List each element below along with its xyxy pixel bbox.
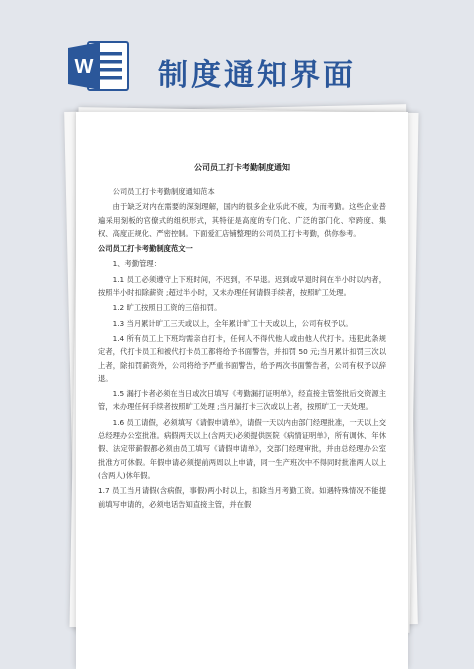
paragraph: 1.1 员工必须遵守上下班时间，不迟到，不早退。迟到或早退时间在半小时以内者，按照半小时扣除薪资 ;超过半小时，又未办理任何请假手续者，按照旷工处理。 xyxy=(98,274,386,298)
paragraph: 公司员工打卡考勤制度通知范本 xyxy=(112,187,215,196)
logo-letter: W xyxy=(74,56,94,78)
paragraph: 1、考勤管理： xyxy=(112,259,162,269)
page-title: 制度通知界面 xyxy=(158,58,356,93)
paragraph: 1.5 漏打卡者必须在当日或次日填写《考勤漏打证明单》，经直接主管签批后交资源主管，未办理任何手续者按照旷工处理 ;当月漏打卡三次或以上者，按照旷工一天处理。 xyxy=(98,389,386,412)
paragraph: 由于缺乏对内在需要的深刻理解，国内的很多企业乐此不疲，为而考勤。这些企业普遍采用刻板的官僚式的组织形式，其特征是高度的专门化、广泛的部门化、窄跨度、集权、高度正规化、严密控制。下面爱汇店铺整理的公司员工打卡考勤，供你参考。 xyxy=(98,202,386,238)
paragraph: 1.3 当月累计旷工三天或以上，全年累计旷工十天或以上，公司有权予以。 xyxy=(112,318,353,328)
document-title: 公司员工打卡考勤制度通知 xyxy=(194,163,290,172)
paragraph: 1.4 所有员工上下班均需亲自打卡，任何人不得代他人或由他人代打卡。违犯此条规定者，代打卡员工和被代打卡员工都将给予书面警告，并扣罚 50 元;当月累计扣罚三次以上者，除扣罚薪资外，公司将给予严重书面警告，给予两次书面警告者，公司有权予以辞退。 xyxy=(98,333,386,383)
paragraph: 1.2 旷工按照日工资的三倍扣罚。 xyxy=(112,303,222,313)
paragraph: 1.7 员工当月请假(含病假，事假)两小时以上，扣除当月考勤工资。如遇特殊情况不能提前填写申请的，必须电话告知直接主管，并在假 xyxy=(98,486,386,509)
paragraph: 1.6 员工请假，必须填写《请假申请单》，请假一天以内由部门经理批准，一天以上交总经理办公室批准。病假两天以上(含两天)必须提供医院《病情证明单》，所有调休、年休假、法定带薪假都必须由员工填写《请假申请单》，交部门经理审批，并由总经理办公室批准方可休假。年假申请必须提前两周以上申请，同一生产班次中不得同时批准两人以上(含两人)休年假。 xyxy=(98,417,386,480)
document-page xyxy=(76,112,408,669)
section-heading: 公司员工打卡考勤制度范文一 xyxy=(98,244,193,254)
document-body xyxy=(98,185,386,511)
